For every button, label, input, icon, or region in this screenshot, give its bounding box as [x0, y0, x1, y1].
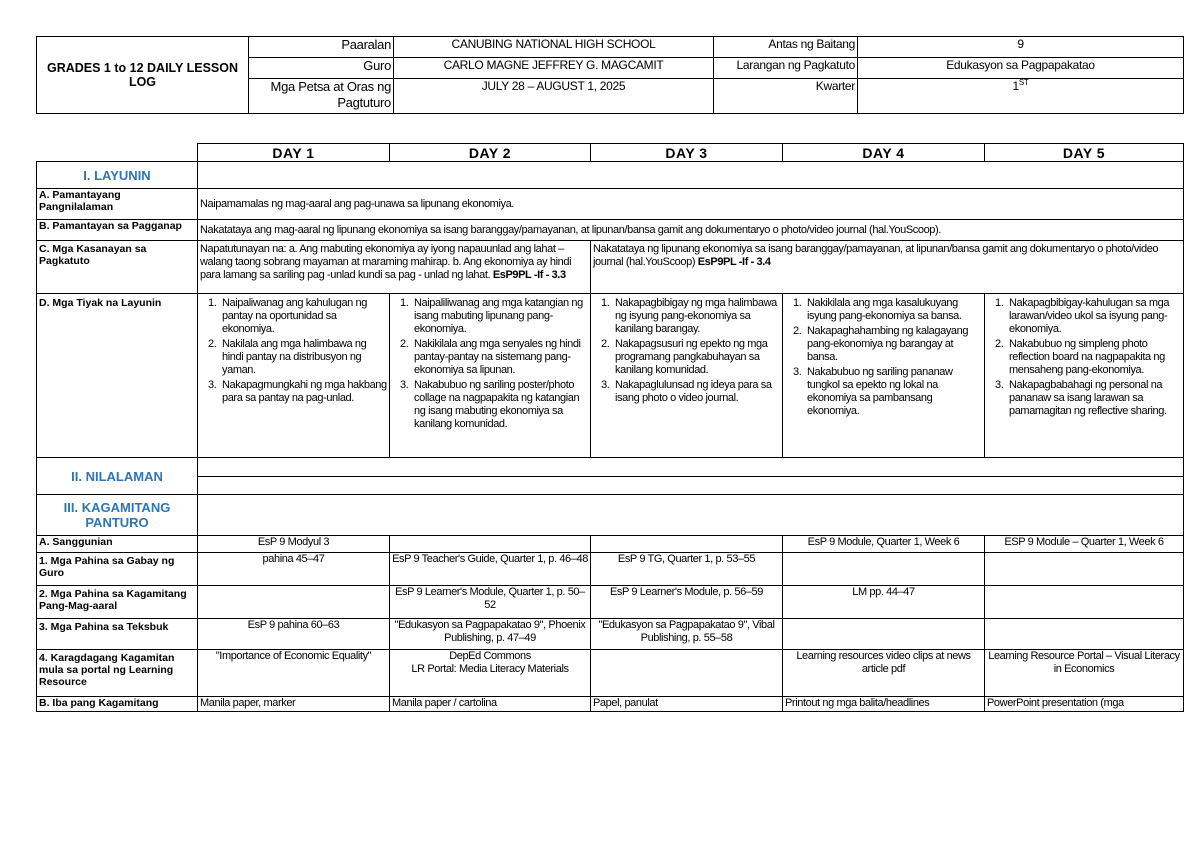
dates-value: JULY 28 – AUGUST 1, 2025: [394, 79, 714, 114]
gabay-day-3: EsP 9 TG, Quarter 1, p. 53–55: [591, 553, 783, 586]
objective-item: 1. Nakapagbibigay ng mga halimbawa ng isyung pang-ekonomiya sa kanilang barangay.: [601, 297, 777, 335]
teacher-value: CARLO MAGNE JEFFREY G. MAGCAMIT: [394, 58, 714, 79]
objectives-day-3: [591, 294, 783, 458]
row-label-kasanayan: C. Mga Kasanayan sa Pagkatuto: [37, 241, 198, 294]
teksbuk-day-5: [985, 619, 1184, 650]
lm-day-1: [198, 586, 390, 619]
objectives-day-5: [985, 294, 1184, 458]
sanggunian-day-1: EsP 9 Modyul 3: [198, 536, 390, 553]
pamantayang-pangnilalaman-text: Naipamamalas ng mag-aaral ang pag-unawa sa lipunang ekonomiya.: [198, 189, 1184, 220]
header-table: [36, 36, 1184, 114]
grade-label: Antas ng Baitang: [714, 37, 858, 58]
objective-item: 3. Nakabubuo ng sariling pananaw tungkol sa epekto ng lokal na ekonomiya sa pambansang ekonomiya.: [793, 366, 953, 417]
quarter-value: 1ST: [858, 79, 1184, 114]
objective-item: 3. Nakapagmungkahi ng mga hakbang para sa pantay na pag-unlad.: [208, 379, 387, 404]
section-layunin: I. LAYUNIN: [37, 162, 198, 189]
row-label-kagamitang-pang-mag-aaral: 2. Mga Pahina sa Kagamitang Pang-Mag-aaral: [37, 586, 198, 619]
lm-day-2: EsP 9 Learner's Module, Quarter 1, p. 50–52: [390, 586, 591, 619]
lesson-table: [36, 143, 1184, 712]
quarter-label: Kwarter: [714, 79, 858, 114]
objective-item: 1. Nakapagbibigay-kahulugan sa mga larawan/video ukol sa isyung pang-ekonomiya.: [995, 297, 1170, 335]
gabay-day-1: pahina 45–47: [198, 553, 390, 586]
kasanayan-day3-5: Nakatataya ng lipunang ekonomiya sa isang baranggay/pamayanan, at lipunan/bansa gamit ang dokumentaryo o photo/video journal (hal.YouScoop) EsP9PL -If - 3.4: [591, 241, 1184, 294]
objective-item: 3. Nakabubuo ng sariling poster/photo collage na nagpapakita ng katangian ng isang mabuting ekonomiya sa kanilang komunidad.: [400, 379, 580, 430]
section-nilalaman: II. NILALAMAN: [37, 458, 198, 495]
grade-value: 9: [858, 37, 1184, 58]
day-3-header: DAY 3: [591, 144, 783, 162]
school-value: CANUBING NATIONAL HIGH SCHOOL: [394, 37, 714, 58]
lm-day-5: [985, 586, 1184, 619]
iba-day-3: Papel, panulat: [591, 697, 783, 712]
day-header-row: [37, 144, 1184, 162]
kasanayan-day1-2: Napatutunayan na: a. Ang mabuting ekonomiya ay iyong napauunlad ang lahat – walang taong sobrang mayaman at maraming mahirap. b. Ang ekonomiya ay hindi para lamang sa sariling pag -unlad kundi sa pag - unlad ng lahat. EsP9PL -If - 3.3: [198, 241, 591, 294]
gabay-day-4: [783, 553, 985, 586]
objectives-day-1: [198, 294, 390, 458]
competency-code-3-3: EsP9PL -If - 3.3: [492, 269, 566, 281]
school-label: Paaralan: [249, 37, 394, 58]
karagdagan-day-3: [591, 650, 783, 697]
gabay-day-5: [985, 553, 1184, 586]
row-label-gabay-ng-guro: 1. Mga Pahina sa Gabay ng Guro: [37, 553, 198, 586]
objective-item: 2. Nakilala ang mga halimbawa ng hindi pantay na distribusyon ng yaman.: [208, 338, 367, 376]
iba-day-4: Printout ng mga balita/headlines: [783, 697, 985, 712]
log-title: GRADES 1 to 12 DAILY LESSON LOG: [37, 37, 249, 114]
objectives-day-2: [390, 294, 591, 458]
karagdagan-day-1: "Importance of Economic Equality": [198, 650, 390, 697]
objective-item: 2. Nakapaghahambing ng kalagayang pang-ekonomiya ng barangay at bansa.: [793, 325, 969, 363]
day-4-header: DAY 4: [783, 144, 985, 162]
sanggunian-day-5: ESP 9 Module – Quarter 1, Week 6: [985, 536, 1184, 553]
row-label-pamantayan-sa-pagganap: B. Pamantayan sa Pagganap: [37, 220, 198, 241]
objective-item: 1. Naipaliliwanag ang mga katangian ng isang mabuting lipunang pang-ekonomiya.: [400, 297, 583, 335]
iba-day-1: Manila paper, marker: [198, 697, 390, 712]
objectives-day-4: [783, 294, 985, 458]
teksbuk-day-4: [783, 619, 985, 650]
subject-value: Edukasyon sa Pagpapakatao: [858, 58, 1184, 79]
objective-item: 3. Nakapagbabahagi ng personal na pananaw sa isang larawan sa pamamagitan ng reflective sharing.: [995, 379, 1167, 417]
subject-label: Larangan ng Pagkatuto: [714, 58, 858, 79]
day-1-header: DAY 1: [198, 144, 390, 162]
day-2-header: DAY 2: [390, 144, 591, 162]
gabay-day-2: EsP 9 Teacher's Guide, Quarter 1, p. 46–48: [390, 553, 591, 586]
day-5-header: DAY 5: [985, 144, 1184, 162]
lm-day-4: LM pp. 44–47: [783, 586, 985, 619]
sanggunian-day-3: [591, 536, 783, 553]
competency-code-3-4: EsP9PL -If - 3.4: [697, 256, 771, 268]
teksbuk-day-1: EsP 9 pahina 60–63: [198, 619, 390, 650]
row-label-tiyak-na-layunin: D. Mga Tiyak na Layunin: [37, 294, 198, 458]
row-label-teksbuk: 3. Mga Pahina sa Teksbuk: [37, 619, 198, 650]
row-label-pamantayang-pangnilalaman: A. Pamantayang Pangnilalaman: [37, 189, 198, 220]
teksbuk-day-3: "Edukasyon sa Pagpapakatao 9", Vibal Publishing, p. 55–58: [591, 619, 783, 650]
objective-item: 1. Nakikilala ang mga kasalukuyang isyung pang-ekonomiya sa bansa.: [793, 297, 962, 322]
objective-item: 2. Nakapagsusuri ng epekto ng mga programang pangkabuhayan sa kanilang komunidad.: [601, 338, 768, 376]
teacher-label: Guro: [249, 58, 394, 79]
objective-item: 2. Nakikilala ang mga senyales ng hindi pantay-pantay na sistemang pang-ekonomiya sa lipunan.: [400, 338, 581, 376]
teksbuk-day-2: "Edukasyon sa Pagpapakatao 9", Phoenix Publishing, p. 47–49: [390, 619, 591, 650]
iba-day-5: PowerPoint presentation (mga: [985, 697, 1184, 712]
dates-label: Mga Petsa at Oras ng Pagtuturo: [249, 79, 394, 114]
karagdagan-day-5: Learning Resource Portal – Visual Literacy in Economics: [985, 650, 1184, 697]
lm-day-3: EsP 9 Learner's Module, p. 56–59: [591, 586, 783, 619]
row-label-sanggunian: A. Sanggunian: [37, 536, 198, 553]
row-label-karagdagang-kagamitan: 4. Karagdagang Kagamitan mula sa portal ng Learning Resource: [37, 650, 198, 697]
row-label-iba-pang-kagamitan: B. Iba pang Kagamitang: [37, 697, 198, 712]
pamantayan-sa-pagganap-text: Nakatataya ang mag-aaral ng lipunang ekonomiya sa isang baranggay/pamayanan, at lipunan/bansa gamit ang dokumentaryo o photo/video journal (hal.YouScoop).: [198, 220, 1184, 241]
section-kagamitang-panturo: III. KAGAMITANG PANTURO: [37, 495, 198, 536]
karagdagan-day-2: DepEd Commons LR Portal: Media Literacy Materials: [390, 650, 591, 697]
objective-item: 2. Nakabubuo ng simpleng photo reflection board na nagpapakita ng mensaheng pang-ekonomiya.: [995, 338, 1165, 376]
objective-item: 3. Nakapaglulunsad ng ideya para sa isang photo o video journal.: [601, 379, 772, 404]
sanggunian-day-2: [390, 536, 591, 553]
sanggunian-day-4: EsP 9 Module, Quarter 1, Week 6: [783, 536, 985, 553]
karagdagan-day-4: Learning resources video clips at news article pdf: [783, 650, 985, 697]
objective-item: 1. Naipaliwanag ang kahulugan ng pantay na oportunidad sa ekonomiya.: [208, 297, 367, 335]
iba-day-2: Manila paper / cartolina: [390, 697, 591, 712]
